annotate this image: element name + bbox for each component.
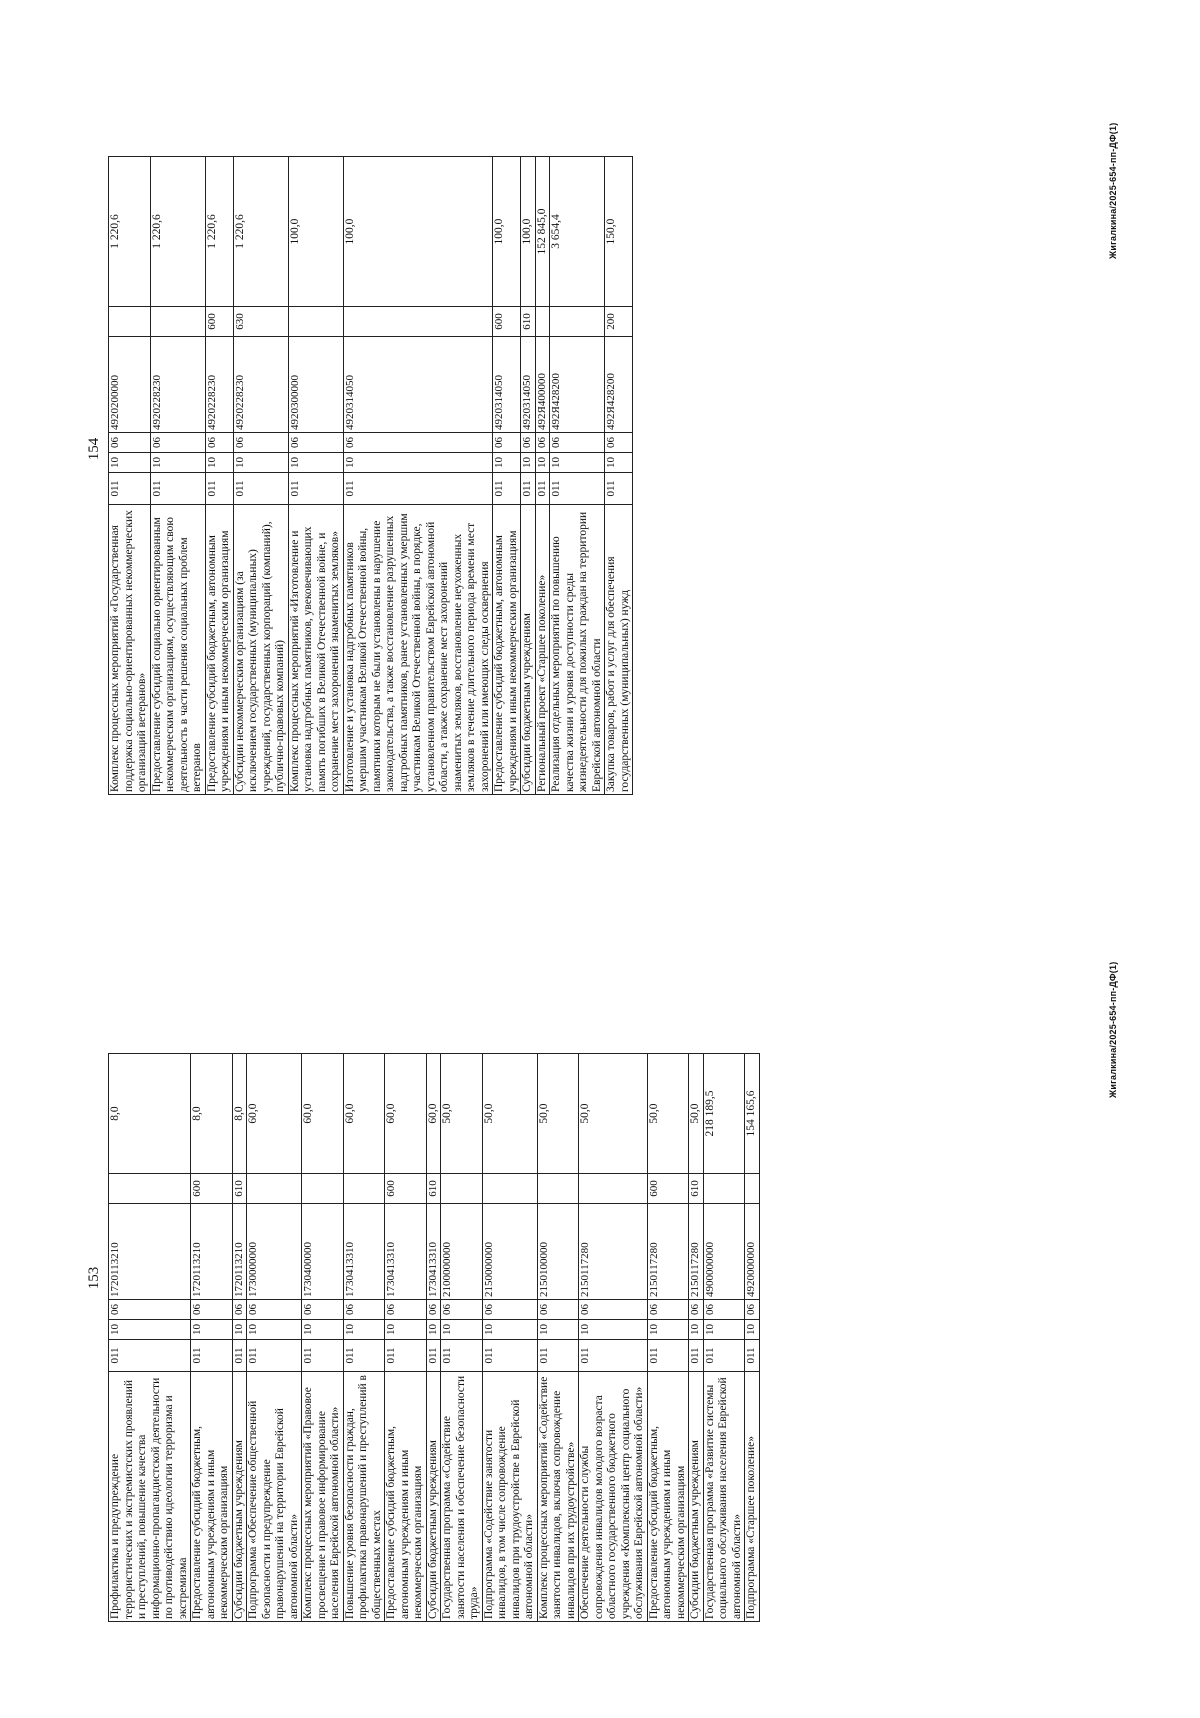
- row-pr: 06: [233, 433, 288, 453]
- row-vr: 610: [521, 307, 536, 337]
- row-vr: 630: [233, 307, 288, 337]
- row-sum: 50,0: [579, 1054, 648, 1174]
- row-sum: 1 220,6: [109, 157, 151, 307]
- row-csr: 1720113210: [232, 1204, 247, 1300]
- table-row: [441, 1054, 483, 1622]
- row-rz: 10: [343, 1320, 385, 1340]
- table-row: [191, 1054, 233, 1622]
- row-csr: 4920228230: [233, 337, 288, 433]
- document-footer: Жигалкина/2025-654-пп-ДФ(1): [1108, 122, 1118, 259]
- row-sum: 50,0: [441, 1054, 483, 1174]
- row-sum: 8,0: [109, 1054, 191, 1174]
- row-pr: 06: [550, 433, 605, 453]
- row-rz: 10: [288, 453, 343, 473]
- row-vr: 600: [385, 1174, 427, 1204]
- row-rz: 10: [191, 1320, 233, 1340]
- row-pr: 06: [493, 433, 521, 453]
- row-csr: 1730400000: [302, 1204, 344, 1300]
- row-sum: 8,0: [191, 1054, 233, 1174]
- row-sum: 100,0: [343, 157, 493, 307]
- row-sum: 1 220,6: [205, 157, 233, 307]
- row-gr: 011: [550, 473, 605, 505]
- table-row: [233, 157, 288, 795]
- row-pr: 06: [385, 1300, 427, 1320]
- page-number: 153: [86, 1266, 102, 1290]
- table-row: [205, 157, 233, 795]
- row-vr: 610: [426, 1174, 441, 1204]
- row-pr: 06: [647, 1300, 689, 1320]
- row-gr: 011: [482, 1340, 537, 1372]
- row-csr: 492Я400000: [535, 337, 550, 433]
- row-gr: 011: [745, 1340, 760, 1372]
- row-gr: 011: [343, 1340, 385, 1372]
- row-rz: 10: [232, 1320, 247, 1340]
- row-rz: 10: [745, 1320, 760, 1340]
- row-sum: 154 165,6: [745, 1054, 760, 1174]
- row-csr: 4900000000: [703, 1204, 745, 1300]
- table-row: [537, 1054, 579, 1622]
- row-csr: 2100000000: [441, 1204, 483, 1300]
- row-vr: [537, 1174, 579, 1204]
- row-sum: 60,0: [247, 1054, 302, 1174]
- page-number: 154: [86, 437, 102, 461]
- row-rz: 10: [647, 1320, 689, 1340]
- table-row: [288, 157, 343, 795]
- row-sum: 60,0: [426, 1054, 441, 1174]
- row-pr: 06: [482, 1300, 537, 1320]
- table-row: [426, 1054, 441, 1622]
- row-rz: 10: [426, 1320, 441, 1340]
- row-vr: [150, 307, 205, 337]
- row-gr: 011: [689, 1340, 704, 1372]
- row-sum: 60,0: [343, 1054, 385, 1174]
- row-sum: 50,0: [482, 1054, 537, 1174]
- row-name: Изготовление и установка надгробных памятников умершим участникам Великой Отечественной войны, памятники которым не были установлены в нарушение законодательства, а также восстановление разрушенных надгробных памятников, ранее установленных умершим участникам Великой Отечественной войны, в порядке, установленном правительством Еврейской автономной области, а также сохранение мест захоронений знаменитых земляков, восстановление неухоженных земляков в течение длительного периода времени мест захоронений или имеющих следы осквернения: [343, 505, 493, 795]
- row-csr: 1730413310: [385, 1204, 427, 1300]
- row-gr: 011: [385, 1340, 427, 1372]
- table-row: [247, 1054, 302, 1622]
- row-pr: 06: [745, 1300, 760, 1320]
- row-csr: 1730413310: [426, 1204, 441, 1300]
- row-name: Профилактика и предупреждение террористических и экстремистских проявлений и преступлений, повышение качества информационно-пропагандистской деятельности по противодействию идеологии терроризма и экстремизма: [109, 1372, 191, 1622]
- row-rz: 10: [109, 453, 151, 473]
- row-pr: 06: [441, 1300, 483, 1320]
- table-row: [493, 157, 521, 795]
- row-gr: 011: [233, 473, 288, 505]
- row-vr: 200: [605, 307, 633, 337]
- row-name: Региональный проект «Старшее поколение»: [535, 505, 550, 795]
- row-name: Комплекс процессных мероприятий «Содействие занятости инвалидов, включая сопровождение инвалидов при их трудоустройстве»: [537, 1372, 579, 1622]
- row-vr: 610: [232, 1174, 247, 1204]
- row-vr: [745, 1174, 760, 1204]
- row-gr: 011: [150, 473, 205, 505]
- row-name: Предоставление субсидий бюджетным, автономным учреждениям и иным некоммерческим организациям: [205, 505, 233, 795]
- row-sum: 150,0: [605, 157, 633, 307]
- row-csr: 492Я428200: [605, 337, 633, 433]
- row-pr: 06: [191, 1300, 233, 1320]
- row-vr: [343, 1174, 385, 1204]
- row-pr: 06: [302, 1300, 344, 1320]
- row-gr: 011: [647, 1340, 689, 1372]
- table-row: [150, 157, 205, 795]
- row-name: Комплекс процессных мероприятий «Изготовление и установка надгробных памятников, увековечивающих память погибших в Великой Отечественной войне, и сохранение мест захоронений знаменитых земляков»: [288, 505, 343, 795]
- row-pr: 06: [537, 1300, 579, 1320]
- row-vr: [109, 307, 151, 337]
- row-sum: 8,0: [232, 1054, 247, 1174]
- row-pr: 06: [109, 433, 151, 453]
- row-rz: 10: [247, 1320, 302, 1340]
- row-pr: 06: [288, 433, 343, 453]
- row-csr: 1720113210: [191, 1204, 233, 1300]
- row-name: Предоставление субсидий бюджетным, автономным учреждениям и иным некоммерческим организациям: [647, 1372, 689, 1622]
- row-name: Субсидии бюджетным учреждениям: [426, 1372, 441, 1622]
- row-sum: 60,0: [385, 1054, 427, 1174]
- row-name: Закупка товаров, работ и услуг для обеспечения государственных (муниципальных) нужд: [605, 505, 633, 795]
- row-pr: 06: [109, 1300, 191, 1320]
- row-name: Подпрограмма «Содействие занятости инвалидов, в том числе сопровождение инвалидов при трудоустройстве в Еврейской автономной области»: [482, 1372, 537, 1622]
- table-row: [302, 1054, 344, 1622]
- row-sum: 60,0: [302, 1054, 344, 1174]
- row-gr: 011: [232, 1340, 247, 1372]
- row-vr: 600: [205, 307, 233, 337]
- row-gr: 011: [535, 473, 550, 505]
- row-rz: 10: [205, 453, 233, 473]
- row-rz: 10: [302, 1320, 344, 1340]
- page-153: [0, 859, 1200, 1718]
- row-sum: 100,0: [288, 157, 343, 307]
- row-vr: [441, 1174, 483, 1204]
- row-vr: [302, 1174, 344, 1204]
- row-csr: 1730413310: [343, 1204, 385, 1300]
- row-rz: 10: [385, 1320, 427, 1340]
- row-rz: 10: [689, 1320, 704, 1340]
- row-vr: [579, 1174, 648, 1204]
- row-csr: 4920228230: [150, 337, 205, 433]
- row-sum: 1 220,6: [233, 157, 288, 307]
- row-sum: 50,0: [537, 1054, 579, 1174]
- row-vr: [109, 1174, 191, 1204]
- row-pr: 06: [150, 433, 205, 453]
- row-rz: 10: [579, 1320, 648, 1340]
- table-row: [385, 1054, 427, 1622]
- table-row: [109, 1054, 191, 1622]
- row-gr: 011: [109, 473, 151, 505]
- budget-table: [108, 1053, 760, 1622]
- row-sum: 152 845,0: [535, 157, 550, 307]
- row-gr: 011: [191, 1340, 233, 1372]
- row-vr: [343, 307, 493, 337]
- row-gr: 011: [703, 1340, 745, 1372]
- table-row: [579, 1054, 648, 1622]
- row-csr: 4920228230: [205, 337, 233, 433]
- row-name: Субсидии бюджетным учреждениям: [521, 505, 536, 795]
- row-rz: 10: [703, 1320, 745, 1340]
- row-rz: 10: [550, 453, 605, 473]
- row-name: Государственная программа «Развитие системы социального обслуживания населения Еврейской автономной области»: [703, 1372, 745, 1622]
- row-name: Предоставление субсидий социально ориентированным некоммерческим организациям, осуществляющим свою деятельность в части решения социальных проблем ветеранов: [150, 505, 205, 795]
- row-name: Подпрограмма «Старшее поколение»: [745, 1372, 760, 1622]
- document-footer: Жигалкина/2025-654-пп-ДФ(1): [1108, 961, 1118, 1098]
- table-row: [689, 1054, 704, 1622]
- table-row: [343, 1054, 385, 1622]
- row-pr: 06: [689, 1300, 704, 1320]
- row-pr: 06: [232, 1300, 247, 1320]
- row-pr: 06: [343, 1300, 385, 1320]
- row-vr: [288, 307, 343, 337]
- row-name: Субсидии некоммерческим организациям (за исключением государственных (муниципальных) учреждений, государственных корпораций (компаний), публично-правовых компаний): [233, 505, 288, 795]
- table-row: [550, 157, 605, 795]
- row-name: Государственная программа «Содействие занятости населения и обеспечение безопасности труда»: [441, 1372, 483, 1622]
- row-csr: 4920314050: [521, 337, 536, 433]
- row-sum: 218 189,5: [703, 1054, 745, 1174]
- row-sum: 1 220,6: [150, 157, 205, 307]
- row-vr: 600: [493, 307, 521, 337]
- row-name: Предоставление субсидий бюджетным, автономным учреждениям и иным некоммерческим организациям: [191, 1372, 233, 1622]
- row-gr: 011: [521, 473, 536, 505]
- row-rz: 10: [605, 453, 633, 473]
- row-name: Предоставление субсидий бюджетным, автономным учреждениям и иным некоммерческим организациям: [385, 1372, 427, 1622]
- row-gr: 011: [343, 473, 493, 505]
- row-name: Обеспечение деятельности службы сопровождения инвалидов молодого возраста областного государственного бюджетного учреждения «Комплексный центр социального обслуживания Еврейской автономной области»: [579, 1372, 648, 1622]
- row-sum: 3 654,4: [550, 157, 605, 307]
- table-row: [343, 157, 493, 795]
- row-gr: 011: [302, 1340, 344, 1372]
- row-rz: 10: [150, 453, 205, 473]
- table-row: [703, 1054, 745, 1622]
- table-row: [647, 1054, 689, 1622]
- table-row: [745, 1054, 760, 1622]
- row-gr: 011: [426, 1340, 441, 1372]
- row-rz: 10: [233, 453, 288, 473]
- row-csr: 1730000000: [247, 1204, 302, 1300]
- table-row: [482, 1054, 537, 1622]
- row-csr: 4920314050: [493, 337, 521, 433]
- row-name: Субсидии бюджетным учреждениям: [232, 1372, 247, 1622]
- row-rz: 10: [482, 1320, 537, 1340]
- row-csr: 4920314050: [343, 337, 493, 433]
- row-name: Повышение уровня безопасности граждан, профилактика правонарушений и преступлений в общественных местах: [343, 1372, 385, 1622]
- row-csr: 2150117280: [647, 1204, 689, 1300]
- row-rz: 10: [493, 453, 521, 473]
- table-row: [605, 157, 633, 795]
- row-pr: 06: [703, 1300, 745, 1320]
- row-pr: 06: [579, 1300, 648, 1320]
- row-name: Комплекс процессных мероприятий «Правовое просвещение и правовое информирование населения Еврейской автономной области»: [302, 1372, 344, 1622]
- row-csr: 2150117280: [579, 1204, 648, 1300]
- row-sum: 50,0: [647, 1054, 689, 1174]
- row-vr: [535, 307, 550, 337]
- row-name: Комплекс процессных мероприятий «Государственная поддержка социально-ориентированных некоммерческих организаций ветеранов»: [109, 505, 151, 795]
- row-pr: 06: [605, 433, 633, 453]
- row-csr: 492Я428200: [550, 337, 605, 433]
- row-name: Предоставление субсидий бюджетным, автономным учреждениям и иным некоммерческим организациям: [493, 505, 521, 795]
- row-pr: 06: [426, 1300, 441, 1320]
- row-pr: 06: [205, 433, 233, 453]
- table-row: [535, 157, 550, 795]
- row-rz: 10: [537, 1320, 579, 1340]
- row-pr: 06: [521, 433, 536, 453]
- row-rz: 10: [521, 453, 536, 473]
- row-csr: 1720113210: [109, 1204, 191, 1300]
- row-csr: 2150000000: [482, 1204, 537, 1300]
- row-pr: 06: [343, 433, 493, 453]
- row-csr: 4920000000: [745, 1204, 760, 1300]
- table-row: [232, 1054, 247, 1622]
- row-rz: 10: [441, 1320, 483, 1340]
- row-vr: 600: [647, 1174, 689, 1204]
- row-rz: 10: [343, 453, 493, 473]
- row-sum: 100,0: [493, 157, 521, 307]
- row-pr: 06: [247, 1300, 302, 1320]
- row-gr: 011: [109, 1340, 191, 1372]
- row-name: Реализация отдельных мероприятий по повышению качества жизни и уровня доступности среды жизнедеятельности для пожилых граждан на территории Еврейской автономной области: [550, 505, 605, 795]
- row-gr: 011: [579, 1340, 648, 1372]
- row-pr: 06: [535, 433, 550, 453]
- budget-table: [108, 156, 633, 795]
- table-row: [109, 157, 151, 795]
- row-gr: 011: [605, 473, 633, 505]
- row-csr: 2150117280: [689, 1204, 704, 1300]
- row-gr: 011: [288, 473, 343, 505]
- row-csr: 2150100000: [537, 1204, 579, 1300]
- row-rz: 10: [109, 1320, 191, 1340]
- row-gr: 011: [441, 1340, 483, 1372]
- row-name: Подпрограмма «Обеспечение общественной безопасности и предупреждение правонарушений на территории Еврейской автономной области»: [247, 1372, 302, 1622]
- row-gr: 011: [493, 473, 521, 505]
- row-vr: [247, 1174, 302, 1204]
- row-rz: 10: [535, 453, 550, 473]
- table-row: [521, 157, 536, 795]
- row-vr: [550, 307, 605, 337]
- row-vr: 600: [191, 1174, 233, 1204]
- row-vr: [703, 1174, 745, 1204]
- row-gr: 011: [247, 1340, 302, 1372]
- row-gr: 011: [205, 473, 233, 505]
- row-name: Субсидии бюджетным учреждениям: [689, 1372, 704, 1622]
- row-csr: 4920300000: [288, 337, 343, 433]
- row-sum: 50,0: [689, 1054, 704, 1174]
- row-sum: 100,0: [521, 157, 536, 307]
- row-vr: 610: [689, 1174, 704, 1204]
- row-vr: [482, 1174, 537, 1204]
- row-csr: 4920200000: [109, 337, 151, 433]
- row-gr: 011: [537, 1340, 579, 1372]
